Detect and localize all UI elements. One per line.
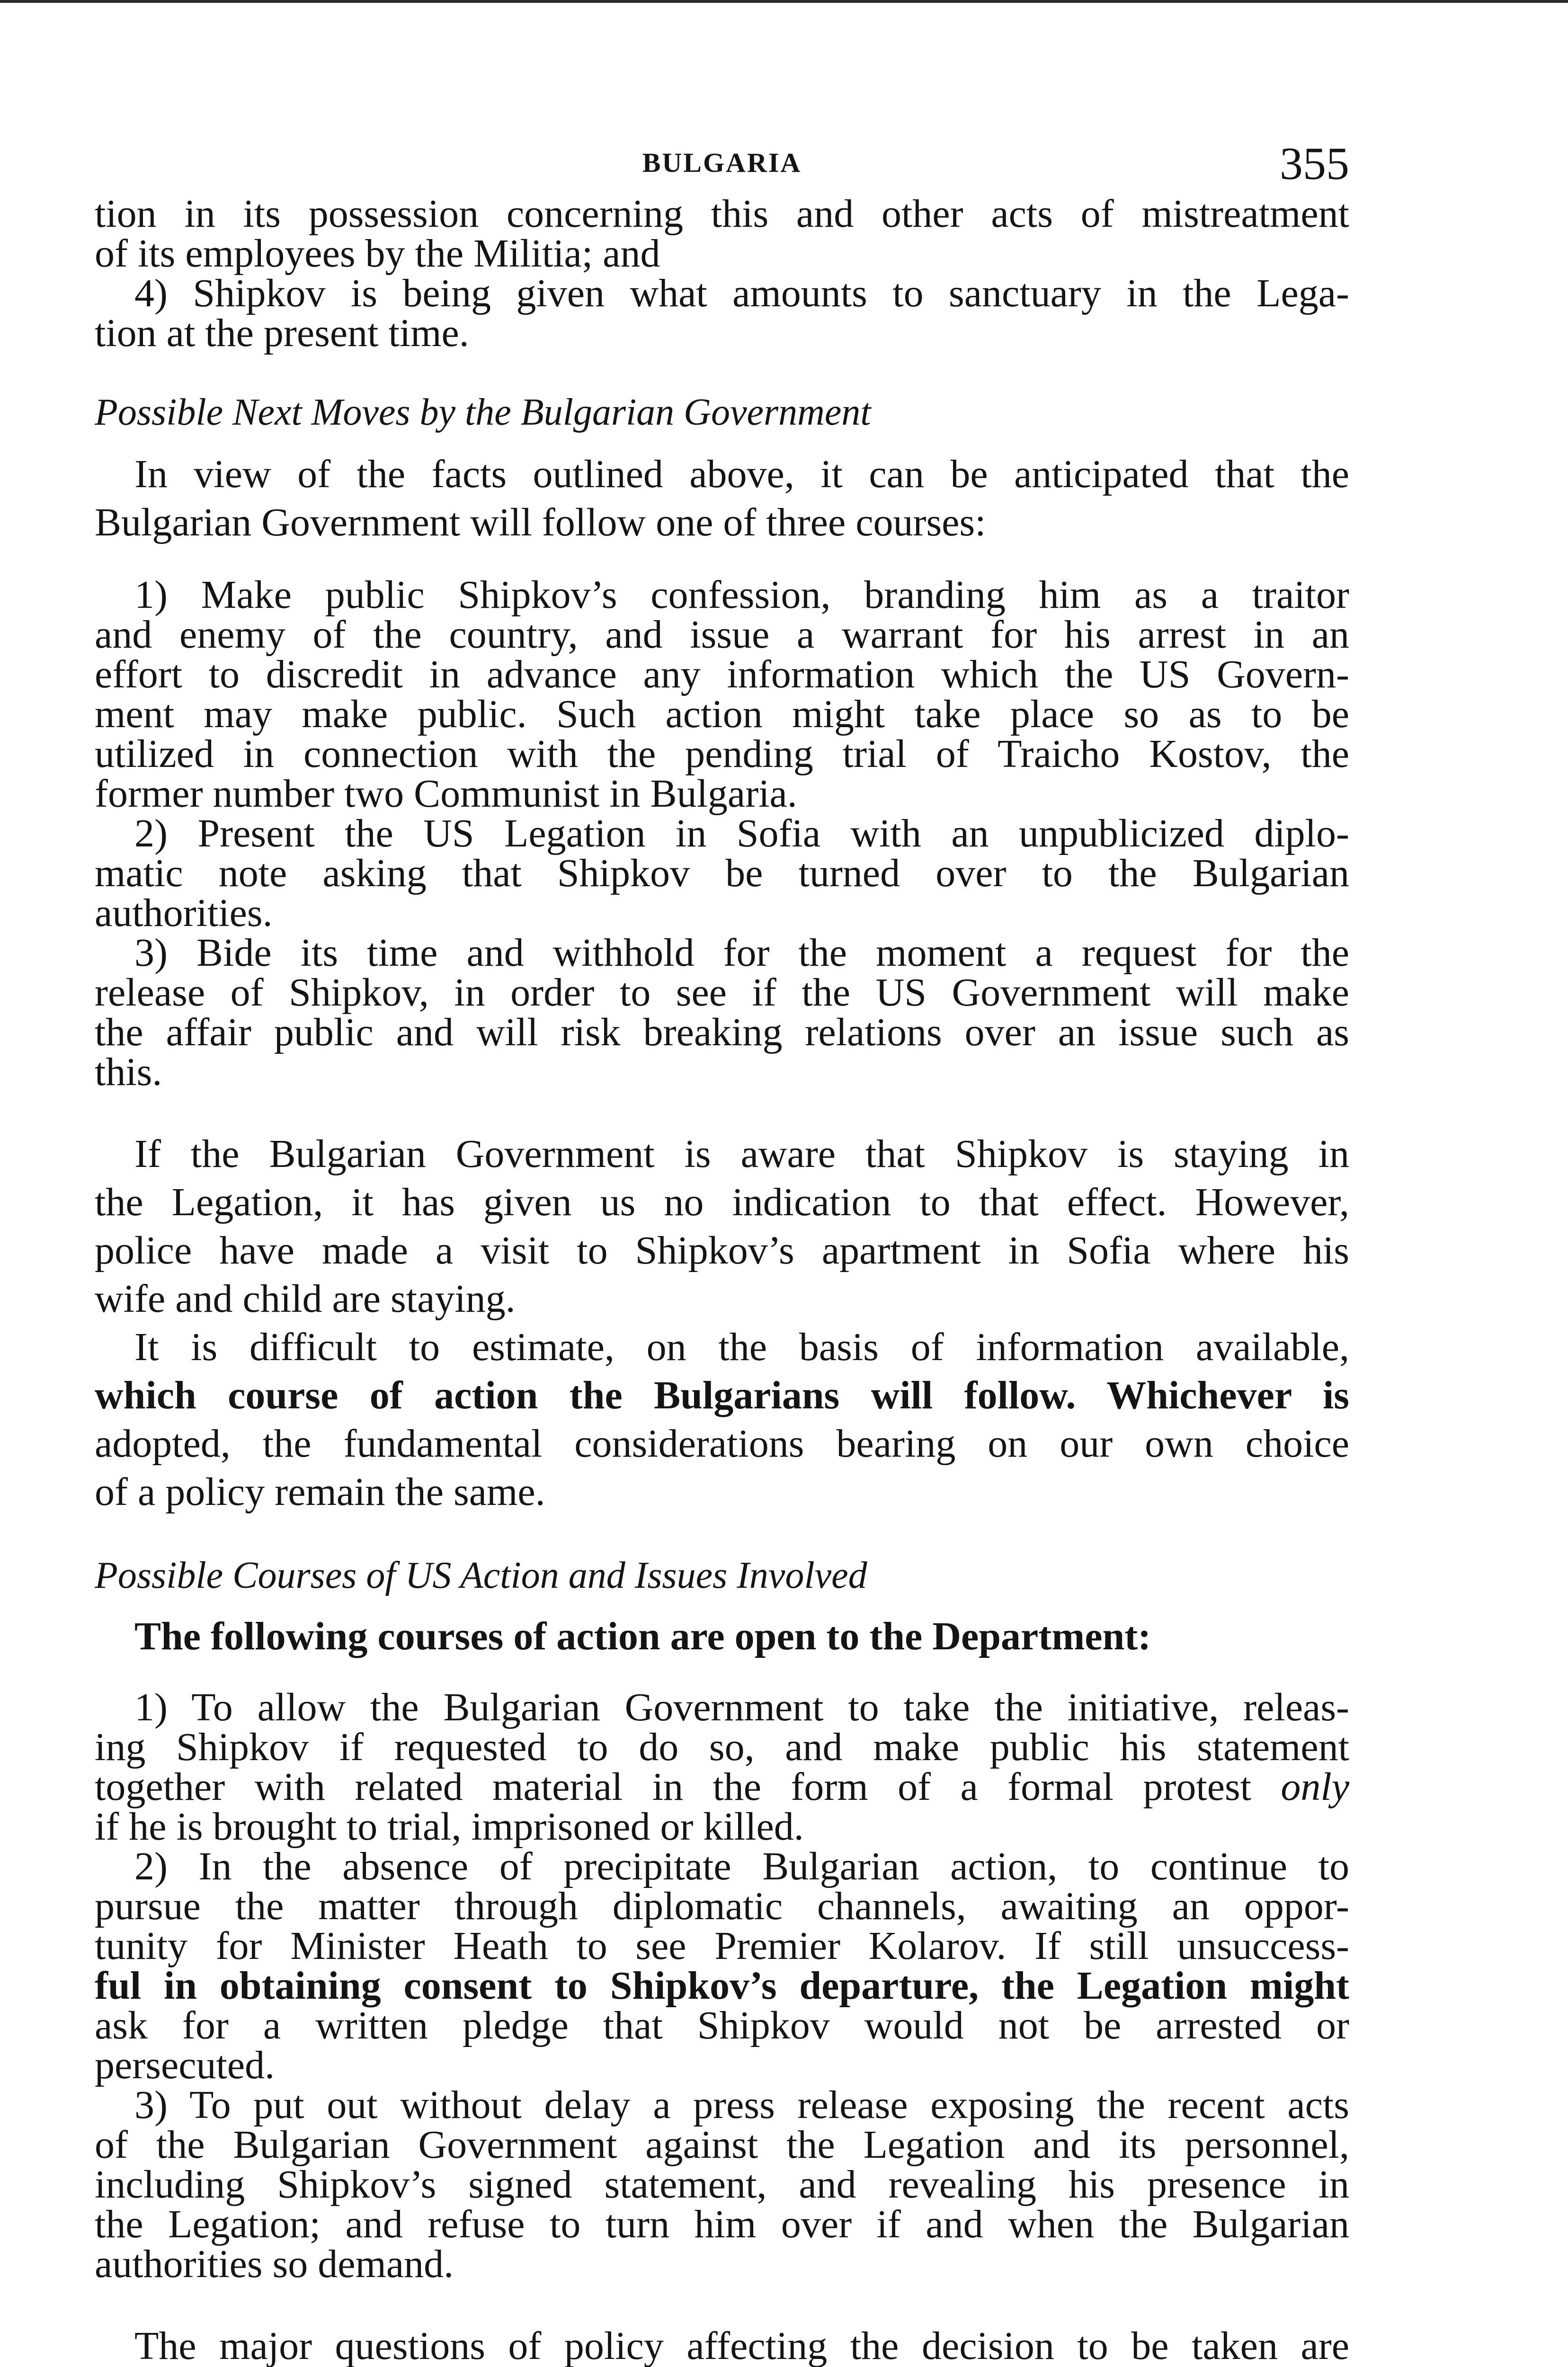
- action-item-1: [95, 1685, 1349, 1849]
- text-line: 1) To allow the Bulgarian Government to take the initiative, releas-: [134, 1685, 1349, 1729]
- text-line: ment may make public. Such action might take place so as to be: [95, 692, 1349, 736]
- page-number: 355: [1280, 138, 1349, 189]
- book-page: [95, 137, 1349, 2367]
- text-line: authorities.: [95, 891, 273, 935]
- text-line: Bulgarian Government will follow one of three courses:: [95, 500, 986, 544]
- course-item-2: [95, 811, 1349, 935]
- text-line: effort to discredit in advance any information which the US Govern-: [95, 652, 1349, 696]
- text-line: the affair public and will risk breaking relations over an issue such as: [95, 1010, 1349, 1054]
- text-line: ask for a written pledge that Shipkov would not be arrested or: [95, 2003, 1349, 2047]
- text-line: In view of the facts outlined above, it can be anticipated that the: [134, 452, 1349, 496]
- text-line: 3) To put out without delay a press release exposing the recent acts: [134, 2083, 1349, 2127]
- text-line: utilized in connection with the pending trial of Traicho Kostov, the: [95, 732, 1349, 776]
- action-item-3: [95, 2085, 1349, 2284]
- text-line: 2) In the absence of precipitate Bulgarian action, to continue to: [134, 1844, 1349, 1888]
- text-line: release of Shipkov, in order to see if the US Government will make: [95, 970, 1349, 1014]
- bold-text: which course of action the Bulgarians will follow. Whichever is: [95, 1373, 1349, 1417]
- text-line: It is difficult to estimate, on the basis of information available,: [134, 1325, 1349, 1369]
- text-line: 3) Bide its time and withhold for the moment a request for the: [134, 931, 1349, 975]
- intro-paragraph: [95, 450, 1349, 547]
- section-heading-courses-of-action: Possible Courses of US Action and Issues Involved: [95, 1555, 867, 1596]
- text-line: of its employees by the Militia; and: [95, 231, 660, 276]
- section-heading-next-moves: Possible Next Moves by the Bulgarian Government: [95, 392, 871, 433]
- action-item-2: [95, 1844, 1349, 2087]
- continuation-paragraph: [95, 194, 1349, 353]
- line-text: together with related material in the form of a formal protest: [95, 1765, 1251, 1809]
- text-line: 1) Make public Shipkov’s confession, branding him as a traitor: [134, 573, 1349, 617]
- text-line: matic note asking that Shipkov be turned over to the Bulgarian: [95, 851, 1349, 895]
- course-item-3: [95, 933, 1349, 1092]
- courses-intro: The following courses of action are open to the Department:: [134, 1614, 1151, 1658]
- text-line: pursue the matter through diplomatic channels, awaiting an oppor-: [95, 1884, 1349, 1928]
- emphasis-only: only: [1281, 1765, 1349, 1809]
- paragraph-difficult-to-estimate: [95, 1323, 1349, 1516]
- text-line: 4) Shipkov is being given what amounts to sanctuary in the Lega-: [134, 271, 1349, 315]
- text-line: [95, 1767, 1349, 1807]
- paragraph-government-aware: [95, 1130, 1349, 1323]
- text-line: ing Shipkov if requested to do so, and make public his statement: [95, 1725, 1349, 1769]
- text-line: of the Bulgarian Government against the Legation and its personnel,: [95, 2123, 1349, 2167]
- text-line: wife and child are staying.: [95, 1277, 516, 1321]
- text-line: of a policy remain the same.: [95, 1470, 545, 1514]
- text-line: adopted, the fundamental considerations bearing on our own choice: [95, 1422, 1349, 1466]
- paragraph-major-questions: [95, 2322, 1349, 2367]
- top-border-rule: [0, 0, 1568, 3]
- text-line: persecuted.: [95, 2043, 275, 2087]
- text-line: police have made a visit to Shipkov’s apartment in Sofia where his: [95, 1228, 1349, 1272]
- text-line: tunity for Minister Heath to see Premier Kolarov. If still unsuccess-: [95, 1924, 1349, 1968]
- text-line: [95, 1966, 1349, 2006]
- text-line: and enemy of the country, and issue a warrant for his arrest in an: [95, 613, 1349, 657]
- text-line: former number two Communist in Bulgaria.: [95, 772, 797, 816]
- text-line: The major questions of policy affecting the decision to be taken are: [134, 2324, 1349, 2367]
- text-line: if he is brought to trial, imprisoned or killed.: [95, 1805, 804, 1849]
- course-item-1: [95, 575, 1349, 814]
- text-line: If the Bulgarian Government is aware that Shipkov is staying in: [134, 1132, 1349, 1176]
- text-line: including Shipkov’s signed statement, and revealing his presence in: [95, 2162, 1349, 2207]
- running-title: BULGARIA: [642, 147, 802, 178]
- text-line: authorities so demand.: [95, 2242, 454, 2286]
- bold-text: ful in obtaining consent to Shipkov’s departure, the Legation might: [95, 1964, 1349, 2008]
- text-line: 2) Present the US Legation in Sofia with an unpublicized diplo-: [134, 811, 1349, 855]
- text-line: [95, 1371, 1349, 1420]
- running-head: [95, 137, 1349, 194]
- text-line: tion at the present time.: [95, 311, 469, 355]
- text-line: the Legation; and refuse to turn him over if and when the Bulgarian: [95, 2202, 1349, 2246]
- text-line: the Legation, it has given us no indication to that effect. However,: [95, 1180, 1349, 1224]
- text-line: this.: [95, 1050, 162, 1094]
- text-line: tion in its possession concerning this and other acts of mistreatment: [95, 192, 1349, 236]
